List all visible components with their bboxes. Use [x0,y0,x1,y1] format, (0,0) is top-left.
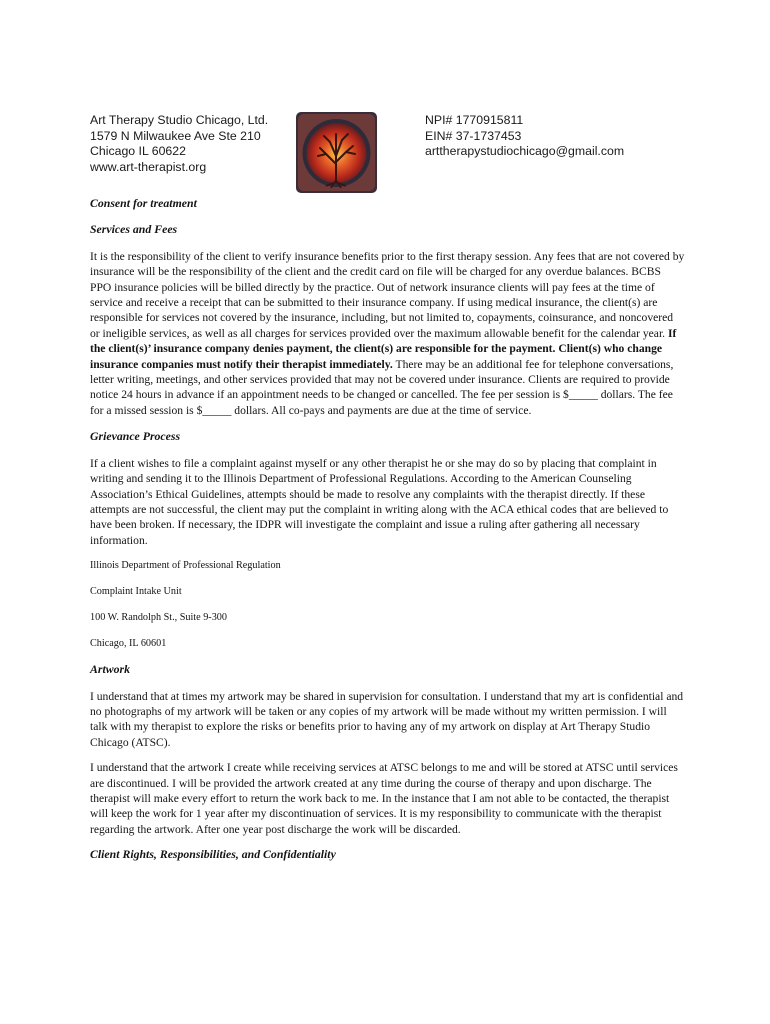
grievance-title: Grievance Process [90,429,181,444]
consent-title: Consent for treatment [90,196,197,210]
website-link[interactable]: www.art-therapist.org [90,159,207,174]
services-text-1: It is the responsibility of the client to verify insurance benefits prior to the first therapy session. Any fees that are not covered by insurance will be the responsibility of the client and the credit card on file will be charged for any overdue balances. BCBS PPO insurance policies will be billed directly by the practice. Out of network insurance clients will pay fees at the time of service and receive a receipt that can be submitted to their insurance company. If using medical insurance, the client(s) are responsible for services not covered by the insurance, including, but not limited to, copayments, coinsurance, and noncovered or ineligible services, as well as all charges for services provided over the maximum allowable benefit for the calendar year. [90,249,685,340]
practice-id-block [425,113,624,160]
services-title: Services and Fees [90,222,178,237]
artwork-paragraph-2: I understand that the artwork I create while receiving services at ATSC belongs to me and will be stored at ATSC until services are discontinued. I will be provided the artwork created at any time during the course of therapy and upon discharge. The therapist will make every effort to return the work back to me. In the instance that I am not able to be contacted, the therapist will keep the work for 1 year after my discontinuation of services. It is my responsibility to communicate with the therapist regarding the artwork. After one year post discharge the work will be discarded. [90,761,678,836]
consent-body [90,196,685,863]
rights-title: Client Rights, Responsibilities, and Confidentiality [90,847,336,862]
grievance-paragraph: If a client wishes to file a complaint against myself or any other therapist he or she may do so by placing that complaint in writing and sending it to the Illinois Department of Professional Regulations. According to the American Counseling Association’s Ethical Guidelines, attempts should be made to resolve any complaints with the therapist directly. If these attempts are not successful, the client may put the complaint in writing along with the ACA ethical codes that are believed to have been broken. If necessary, the IDPR will investigate the complaint and issue a ruling after gathering all necessary information. [90,456,669,547]
services-paragraph [90,249,685,418]
ein-number: EIN# 37-1737453 [425,128,522,143]
practice-name: Art Therapy Studio Chicago, Ltd. [90,113,269,127]
tree-of-life-painting-icon [296,112,377,193]
services-text-2: There may be an additional fee for telephone conversations, letter writing, meetings, and other services provided that may not be covered under insurance. Clients are required to provide notice 24 hours in advance if an appointment needs to be changed or cancelled. The fee per session is $_____ dollars. The fee for a missed session is $_____ dollars. All co-pays and payments are due at the time of service. [90,357,674,417]
address-line: 100 W. Randolph St., Suite 9-300 [90,612,227,624]
address-line: Chicago, IL 60601 [90,638,167,650]
artwork-paragraph-1: I understand that at times my artwork may be shared in supervision for consultation. I understand that my art is confidential and no photographs of my artwork will be taken or any copies of my artwork will be made without my written permission. I will talk with my therapist to explore the risks or benefits prior to having any of my artwork on display at Art Therapy Studio Chicago (ATSC). [90,689,684,749]
address-line: Illinois Department of Professional Regulation [90,560,281,572]
city-state-zip: Chicago IL 60622 [90,144,186,158]
email-link[interactable]: arttherapystudiochicago@gmail.com [425,144,625,158]
street-address: 1579 N Milwaukee Ave Ste 210 [90,128,261,143]
address-line: Complaint Intake Unit [90,586,182,598]
npi-number: NPI# 1770915811 [425,113,524,127]
practice-address-block [90,113,268,175]
services-bold-text: If the client(s)’ insurance company denies payment, the client(s) are responsible for the payment. Client(s) who change insurance companies must notify their therapist immediately. [90,326,677,371]
artwork-title: Artwork [90,662,130,677]
